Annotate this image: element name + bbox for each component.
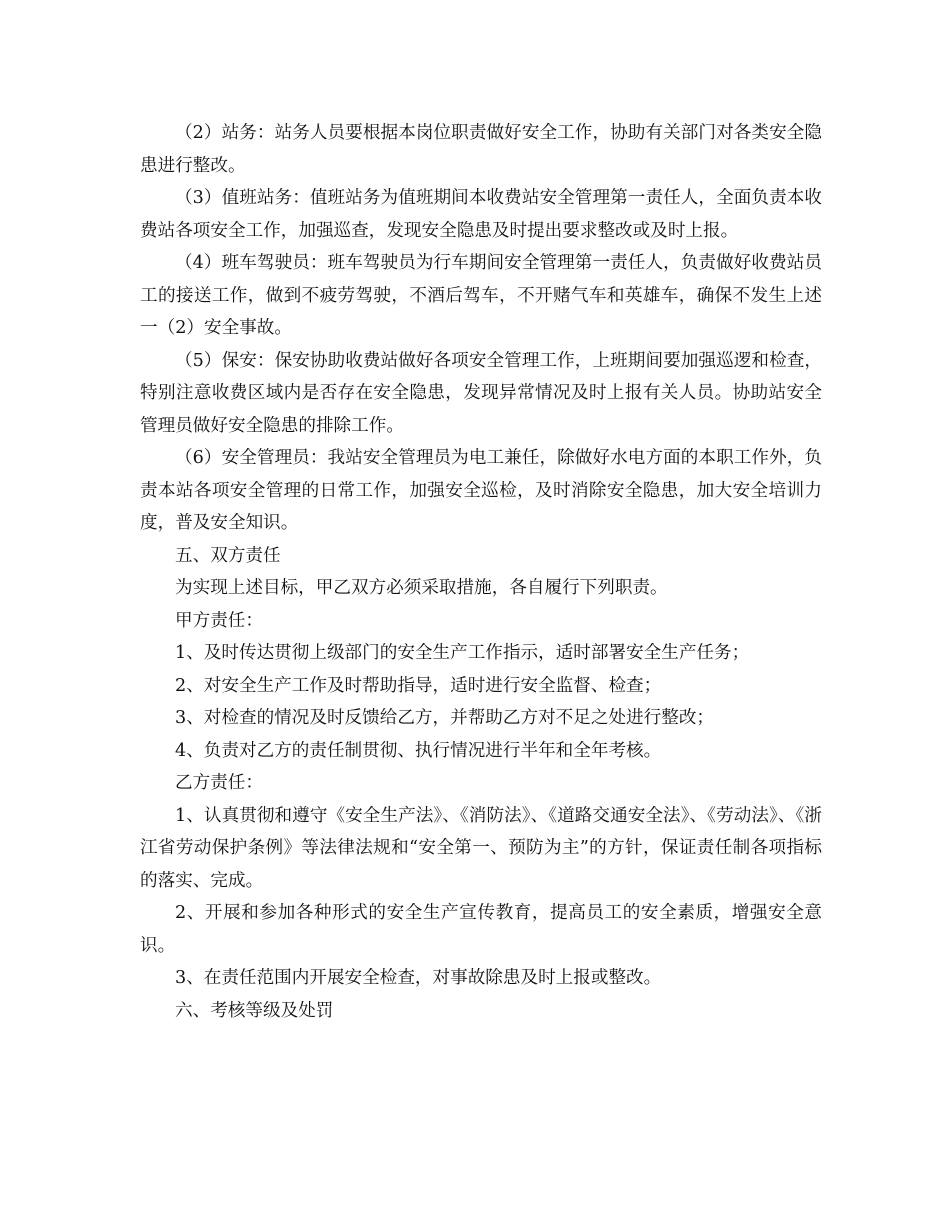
party-a-item-1: 1、及时传达贯彻上级部门的安全生产工作指示，适时部署安全生产任务； [175, 643, 750, 663]
party-b-item-2: 2、开展和参加各种形式的安全生产宣传教育，提高员工的安全素质，增强安全意识。 [140, 903, 822, 956]
paragraph-duty-staff: （3）值班站务：值班站务为值班期间本收费站安全管理第一责任人，全面负责本收费站各项安全工作，加强巡查，发现安全隐患及时提出要求整改或及时上报。 [140, 188, 822, 241]
section-heading-assessment: 六、考核等级及处罚 [175, 1000, 334, 1021]
party-b-item-1: 1、认真贯彻和遵守《安全生产法》、《消防法》、《道路交通安全法》、《劳动法》、《浙江省劳动保护条例》等法律法规和“安全第一、预防为主”的方针，保证责任制各项指标的落实、完成。 [140, 805, 822, 891]
paragraph-station-staff: （2）站务：站务人员要根据本岗位职责做好安全工作，协助有关部门对各类安全隐患进行整改。 [140, 123, 822, 176]
paragraph-shuttle-driver: （4）班车驾驶员：班车驾驶员为行车期间安全管理第一责任人，负责做好收费站员工的接送工作，做到不疲劳驾驶，不酒后驾车，不开赌气车和英雄车，确保不发生上述一（2）安全事故。 [140, 253, 822, 338]
party-a-heading: 甲方责任： [175, 610, 263, 631]
document-body [140, 117, 822, 1027]
party-b-item-3: 3、在责任范围内开展安全检查，对事故除患及时上报或整改。 [175, 968, 662, 988]
paragraph-security-guard: （5）保安：保安协助收费站做好各项安全管理工作，上班期间要加强巡逻和检查，特别注意收费区域内是否存在安全隐患，发现异常情况及时上报有关人员。协助站安全管理员做好安全隐患的排除工作。 [140, 350, 822, 436]
party-a-item-2: 2、对安全生产工作及时帮助指导，适时进行安全监督、检查； [175, 675, 662, 696]
party-a-item-3: 3、对检查的情况及时反馈给乙方，并帮助乙方对不足之处进行整改； [175, 708, 715, 728]
party-b-heading: 乙方责任： [175, 773, 263, 793]
paragraph-safety-manager: （6）安全管理员：我站安全管理员为电工兼任，除做好水电方面的本职工作外，负责本站各项安全管理的日常工作，加强安全巡检，及时消除安全隐患，加大安全培训力度，普及安全知识。 [140, 448, 822, 533]
section-heading-responsibilities: 五、双方责任 [175, 545, 281, 566]
party-a-item-4: 4、负责对乙方的责任制贯彻、执行情况进行半年和全年考核。 [175, 740, 662, 761]
paragraph-intro: 为实现上述目标，甲乙双方必须采取措施，各自履行下列职责。 [175, 578, 668, 598]
